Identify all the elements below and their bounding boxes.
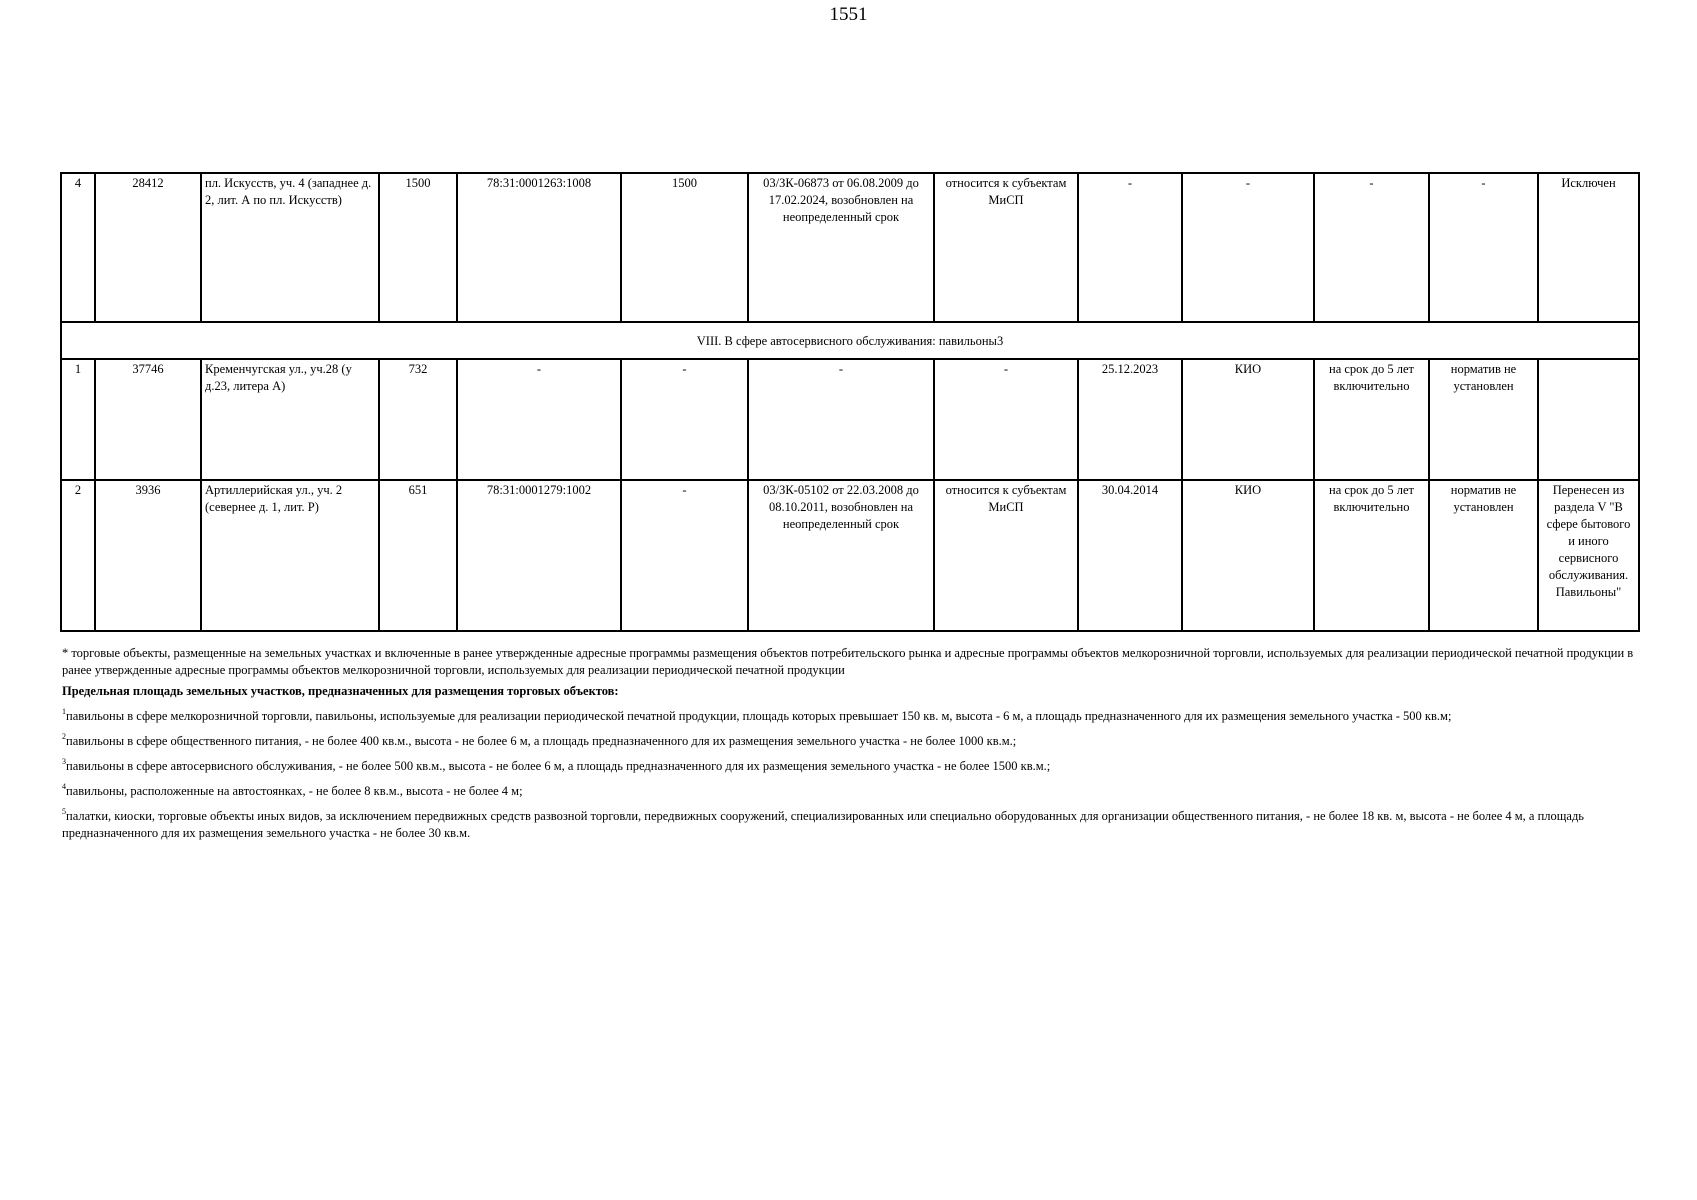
cell-area2: 1500 <box>621 173 748 322</box>
footnote-mark: 5 <box>62 807 66 816</box>
cell-note <box>1538 359 1639 480</box>
section-title: VIII. В сфере автосервисного обслуживания: павильоны3 <box>61 322 1639 359</box>
cell-date: 30.04.2014 <box>1078 480 1182 631</box>
cell-address: пл. Искусств, уч. 4 (западнее д. 2, лит. А по пл. Искусств) <box>201 173 379 322</box>
cell-area: 732 <box>379 359 457 480</box>
cell-cadastral: 78:31:0001263:1008 <box>457 173 621 322</box>
cell-term: - <box>1314 173 1429 322</box>
footnote-2 <box>62 733 1638 750</box>
footnote-mark: 2 <box>62 732 66 741</box>
footnote-3 <box>62 758 1638 775</box>
cell-num: 2 <box>61 480 95 631</box>
cell-address: Кременчугская ул., уч.28 (у д.23, литера А) <box>201 359 379 480</box>
cell-smsp: - <box>934 359 1078 480</box>
cell-address: Артиллерийская ул., уч. 2 (севернее д. 1, лит. Р) <box>201 480 379 631</box>
table-row <box>61 173 1639 322</box>
footnote-text: павильоны, расположенные на автостоянках, - не более 8 кв.м., высота - не более 4 м; <box>66 784 523 798</box>
cell-date: - <box>1078 173 1182 322</box>
cell-note: Исключен <box>1538 173 1639 322</box>
cell-num: 4 <box>61 173 95 322</box>
section-row <box>61 322 1639 359</box>
cell-org: - <box>1182 173 1314 322</box>
cell-smsp: относится к субъектам МиСП <box>934 173 1078 322</box>
footnote-mark: 4 <box>62 782 66 791</box>
cell-org: КИО <box>1182 480 1314 631</box>
cell-id: 3936 <box>95 480 201 631</box>
footnote-text: павильоны в сфере общественного питания, - не более 400 кв.м., высота - не более 6 м, а площадь предназначенного для их размещения земельного участка - не более 1000 кв.м.; <box>66 734 1017 748</box>
cell-contract: - <box>748 359 934 480</box>
cell-smsp: относится к субъектам МиСП <box>934 480 1078 631</box>
registry-table <box>60 172 1640 632</box>
cell-term: на срок до 5 лет включительно <box>1314 480 1429 631</box>
cell-contract: 03/ЗК-06873 от 06.08.2009 до 17.02.2024, возобновлен на неопределенный срок <box>748 173 934 322</box>
cell-area: 1500 <box>379 173 457 322</box>
cell-area: 651 <box>379 480 457 631</box>
cell-cadastral: 78:31:0001279:1002 <box>457 480 621 631</box>
cell-contract: 03/ЗК-05102 от 22.03.2008 до 08.10.2011, возобновлен на неопределенный срок <box>748 480 934 631</box>
cell-date: 25.12.2023 <box>1078 359 1182 480</box>
cell-cadastral: - <box>457 359 621 480</box>
cell-term: на срок до 5 лет включительно <box>1314 359 1429 480</box>
cell-area2: - <box>621 359 748 480</box>
footnote-1 <box>62 708 1638 725</box>
cell-area2: - <box>621 480 748 631</box>
footnote-mark: 1 <box>62 707 66 716</box>
footnote-text: павильоны в сфере автосервисного обслуживания, - не более 500 кв.м., высота - не более 6 м, а площадь предназначенного для их размещения земельного участка - не более 1500 кв.м.; <box>66 759 1051 773</box>
table-row <box>61 359 1639 480</box>
footnote-text: палатки, киоски, торговые объекты иных видов, за исключением передвижных средств развозной торговли, передвижных сооружений, специализированных или специально оборудованных для организации общественного питания, - не более 18 кв. м, высота - не более 4 м, а площадь предназначенного для их размещения земельного участка - не более 30 кв.м. <box>62 809 1585 840</box>
limits-title: Предельная площадь земельных участков, предназначенных для размещения торговых объектов: <box>62 684 619 698</box>
cell-id: 28412 <box>95 173 201 322</box>
cell-norm: - <box>1429 173 1538 322</box>
cell-id: 37746 <box>95 359 201 480</box>
notes-block <box>62 645 1638 850</box>
footnote-mark: 3 <box>62 757 66 766</box>
cell-org: КИО <box>1182 359 1314 480</box>
footnote-text: павильоны в сфере мелкорозничной торговли, павильоны, используемые для реализации периодической печатной продукции, площадь которых превышает 150 кв. м, высота - 6 м, а площадь предназначенного для их размещения земельного участка - 500 кв.м; <box>66 709 1452 723</box>
cell-num: 1 <box>61 359 95 480</box>
table-row <box>61 480 1639 631</box>
footnote-4 <box>62 783 1638 800</box>
cell-norm: норматив не установлен <box>1429 359 1538 480</box>
star-footnote: * торговые объекты, размещенные на земельных участках и включенные в ранее утвержденные адресные программы размещения объектов потребительского рынка и адресные программы объектов мелкорозничной торговли, используемых для реализации периодической печатной продукции в ранее утвержденные адресные программы объектов мелкорозничной торговли, используемых для реализации периодической печатной продукции <box>62 646 1634 677</box>
cell-note: Перенесен из раздела V "В сфере бытового и иного сервисного обслуживания. Павильоны" <box>1538 480 1639 631</box>
footnote-5 <box>62 808 1638 842</box>
cell-norm: норматив не установлен <box>1429 480 1538 631</box>
page-number: 1551 <box>829 4 868 25</box>
